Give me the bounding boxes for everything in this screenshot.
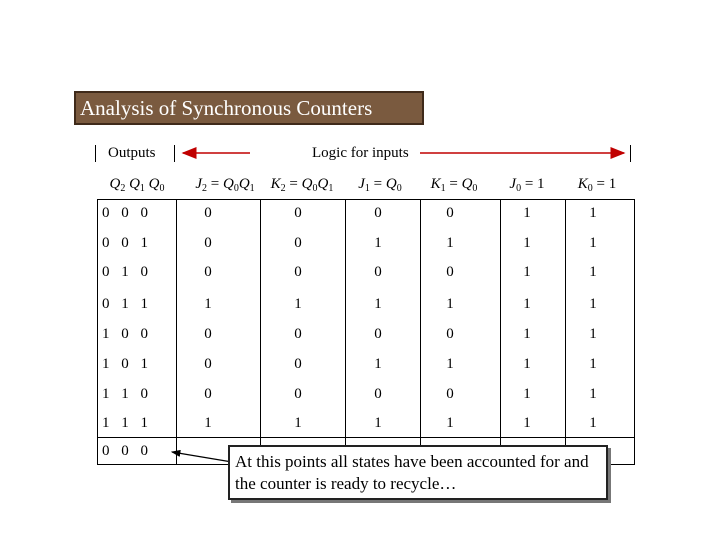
recycle-callout: At this points all states have been accounted for and the counter is ready to recycle…	[228, 445, 608, 500]
row-state: 1 0 1	[102, 356, 149, 372]
row-state: 0 0 1	[102, 235, 149, 251]
table-cell: 1	[374, 356, 382, 372]
table-cell: 1	[204, 296, 212, 312]
table-col-line	[420, 199, 421, 465]
table-cell: 1	[523, 235, 531, 251]
slide-title: Analysis of Synchronous Counters	[74, 91, 424, 125]
table-cell: 0	[294, 235, 302, 251]
row-state: 0 1 0	[102, 264, 149, 280]
table-cell: 1	[589, 326, 597, 342]
table-cell: 0	[204, 386, 212, 402]
table-cell: 0	[446, 326, 454, 342]
table-cell: 1	[446, 296, 454, 312]
table-cell: 0	[374, 386, 382, 402]
logic-label: Logic for inputs	[312, 145, 409, 161]
table-cell: 1	[374, 415, 382, 431]
table-cell: 1	[523, 296, 531, 312]
col-k2: $K_2 = Q_0Q_1$	[270, 176, 334, 194]
col-k1: $K_1 = Q_0$	[430, 176, 478, 194]
table-cell: 1	[589, 356, 597, 372]
row-state: 0 1 1	[102, 296, 149, 312]
table-cell: 1	[374, 235, 382, 251]
table-cell: 0	[204, 235, 212, 251]
table-cell: 0	[204, 326, 212, 342]
col-k0: $K_0 = 1$	[577, 176, 617, 194]
table-col-line	[345, 199, 346, 465]
table-cell: 1	[523, 205, 531, 221]
table-cell: 1	[589, 386, 597, 402]
table-cell: 1	[446, 235, 454, 251]
outputs-label: Outputs	[108, 145, 156, 161]
table-cell: 1	[294, 415, 302, 431]
table-cell: 0	[374, 326, 382, 342]
table-cell: 1	[374, 296, 382, 312]
table-cell: 1	[589, 205, 597, 221]
table-col-line	[97, 199, 98, 465]
table-top-line	[97, 199, 635, 200]
table-cell: 0	[294, 264, 302, 280]
table-cell: 0	[446, 386, 454, 402]
table-cell: 0	[294, 326, 302, 342]
table-cell: 0	[294, 205, 302, 221]
row-state: 1 1 1	[102, 415, 149, 431]
table-cell: 1	[523, 356, 531, 372]
table-cell: 1	[589, 296, 597, 312]
table-cell: 0	[446, 264, 454, 280]
row-state: 1 0 0	[102, 326, 149, 342]
table-bottom-line	[97, 437, 635, 438]
table-cell: 0	[204, 205, 212, 221]
table-cell: 1	[446, 356, 454, 372]
table-cell: 0	[374, 205, 382, 221]
table-cell: 1	[204, 415, 212, 431]
table-col-line	[176, 199, 177, 465]
table-col-line	[500, 199, 501, 465]
table-cell: 0	[294, 386, 302, 402]
table-cell: 0	[204, 264, 212, 280]
table-cell: 1	[523, 415, 531, 431]
table-cell: 1	[294, 296, 302, 312]
table-cell: 0	[446, 205, 454, 221]
table-cell: 1	[523, 264, 531, 280]
table-cell: 0	[204, 356, 212, 372]
col-j0: $J_0 = 1$	[509, 176, 545, 194]
col-q: $Q_2$ $Q_1$ $Q_0$	[109, 176, 165, 194]
row-state: 0 0 0	[102, 205, 149, 221]
table-col-line	[634, 199, 635, 465]
table-cell: 1	[589, 415, 597, 431]
table-cell: 0	[374, 264, 382, 280]
table-cell: 0	[294, 356, 302, 372]
recycle-state: 0 0 0	[102, 443, 149, 459]
col-j2: $J_2 = Q_0Q_1$	[195, 176, 255, 194]
table-col-line	[260, 199, 261, 465]
col-j1: $J_1 = Q_0$	[358, 176, 402, 194]
table-cell: 1	[523, 386, 531, 402]
row-state: 1 1 0	[102, 386, 149, 402]
table-cell: 1	[523, 326, 531, 342]
table-cell: 1	[589, 264, 597, 280]
table-cell: 1	[589, 235, 597, 251]
table-col-line	[565, 199, 566, 465]
table-cell: 1	[446, 415, 454, 431]
